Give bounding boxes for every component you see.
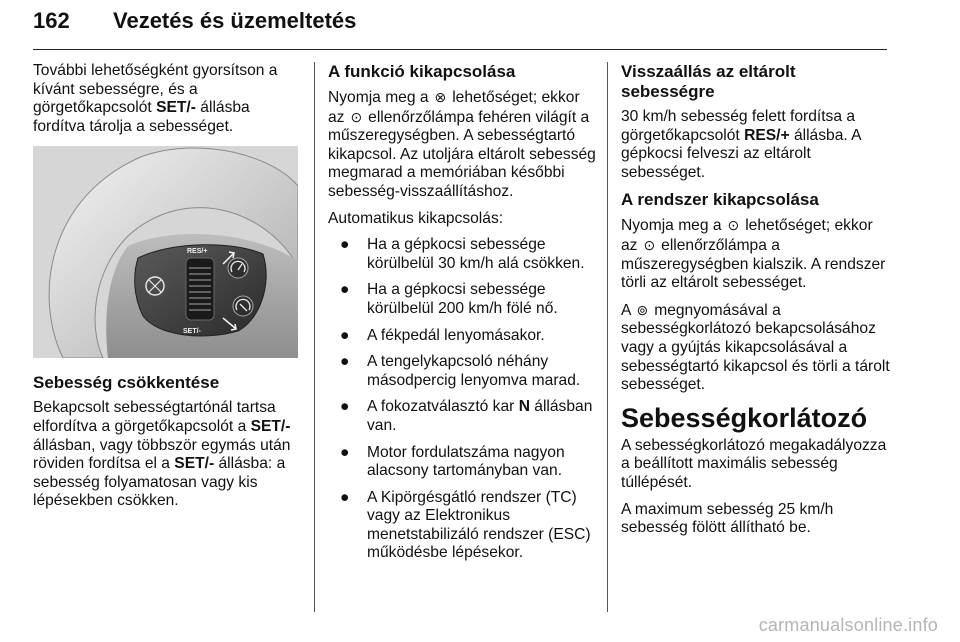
cruise-control-lamp-icon: ⊙ xyxy=(643,236,656,253)
cruise-control-icon: ⊙ xyxy=(727,217,740,234)
decrease-paragraph: Bekapcsolt sebességtartónál tartsa elfordítva a görgetőkapcsolót a SET/- állásban, vagy többször egymás után röviden fordítsa el a SET/- állásba: a sebesség folyamatosan vagy kis lépésekben csökken. xyxy=(33,399,291,510)
list-item: ● Motor fordulatszáma nagyon alacsony tartományban van. xyxy=(340,443,565,480)
restore-paragraph: 30 km/h sebesség felett fordítsa a görgetőkapcsolót RES/+ állásba. A gépkocsi felveszi az eltárolt sebességet. xyxy=(621,108,861,181)
list-item: ● Ha a gépkocsi sebessége körülbelül 200 km/h fölé nő. xyxy=(340,281,558,317)
list-item: ● A tengelykapcsoló néhány másodpercig lenyomva marad. xyxy=(340,353,581,389)
list-item: ● A Kipörgésgátló rendszer (TC) vagy az Elektronikus menetstabilizáló rendszer (ESC) működésbe lépésekor. xyxy=(340,488,591,562)
heading-speed-limiter: Sebességkorlátozó xyxy=(621,402,868,433)
list-item: ● A fékpedál lenyomásakor. xyxy=(340,326,545,344)
column-right xyxy=(621,62,891,546)
heading-system-off: A rendszer kikapcsolása xyxy=(621,190,819,210)
cruise-control-lamp-icon: ⊙ xyxy=(350,108,363,125)
limiter-paragraph-2: A maximum sebesség 25 km/h sebesség fölött állítható be. xyxy=(621,500,834,537)
speed-limiter-icon: ⊚ xyxy=(636,301,649,318)
list-item: ● A fokozatválasztó kar N állásban van. xyxy=(340,398,593,434)
res-plus-label: RES/+ xyxy=(187,248,208,256)
heading-restore-speed: Visszaállás az eltárolt sebességre xyxy=(621,62,796,101)
watermark: carmanualsonline.info xyxy=(758,615,938,635)
list-item: ● Ha a gépkocsi sebessége körülbelül 30 km/h alá csökken. xyxy=(340,236,585,272)
page-header xyxy=(33,8,887,50)
function-off-paragraph: Nyomja meg a ⊗ lehetőséget; ekkor az ⊙ ellenőrzőlámpa fehéren világít a műszeregységben. A sebességtartó kikapcsol. Az utoljára eltárolt sebesség megmarad a memóriában későbbi sebesség-visszaállításhoz. xyxy=(328,89,596,200)
system-off-paragraph: Nyomja meg a ⊙ lehetőséget; ekkor az ⊙ ellenőrzőlámpa a műszeregységben kialszik. A rendszer törli az eltárolt sebességet. xyxy=(621,217,886,292)
heading-speed-decrease: Sebesség csökkentése xyxy=(33,373,220,393)
column-middle xyxy=(328,62,596,571)
column-left xyxy=(33,62,303,519)
column-divider xyxy=(607,62,608,612)
page-number: 162 xyxy=(33,8,70,33)
limiter-paragraph-1: A sebességkorlátozó megakadályozza a beállított maximális sebesség túllépését. xyxy=(621,436,887,491)
steering-wheel-figure xyxy=(33,146,298,358)
set-minus-label: SET/- xyxy=(183,328,201,336)
auto-off-list xyxy=(328,236,596,563)
intro-paragraph: További lehetőségként gyorsítson a kívánt sebességre, és a görgetőkapcsolót SET/- állásba fordítva tárolja a sebességet. xyxy=(33,62,278,135)
column-divider xyxy=(314,62,315,612)
page-title: Vezetés és üzemeltetés xyxy=(113,8,357,33)
system-off-paragraph-2: A ⊚ megnyomásával a sebességkorlátozó bekapcsolásához vagy a gyújtás kikapcsolásával a sebességtartó kikapcsol és törli a tárolt sebességet. xyxy=(621,301,890,394)
auto-off-label: Automatikus kikapcsolás: xyxy=(328,209,504,227)
heading-function-off: A funkció kikapcsolása xyxy=(328,62,516,81)
cancel-icon: ⊗ xyxy=(434,89,447,105)
